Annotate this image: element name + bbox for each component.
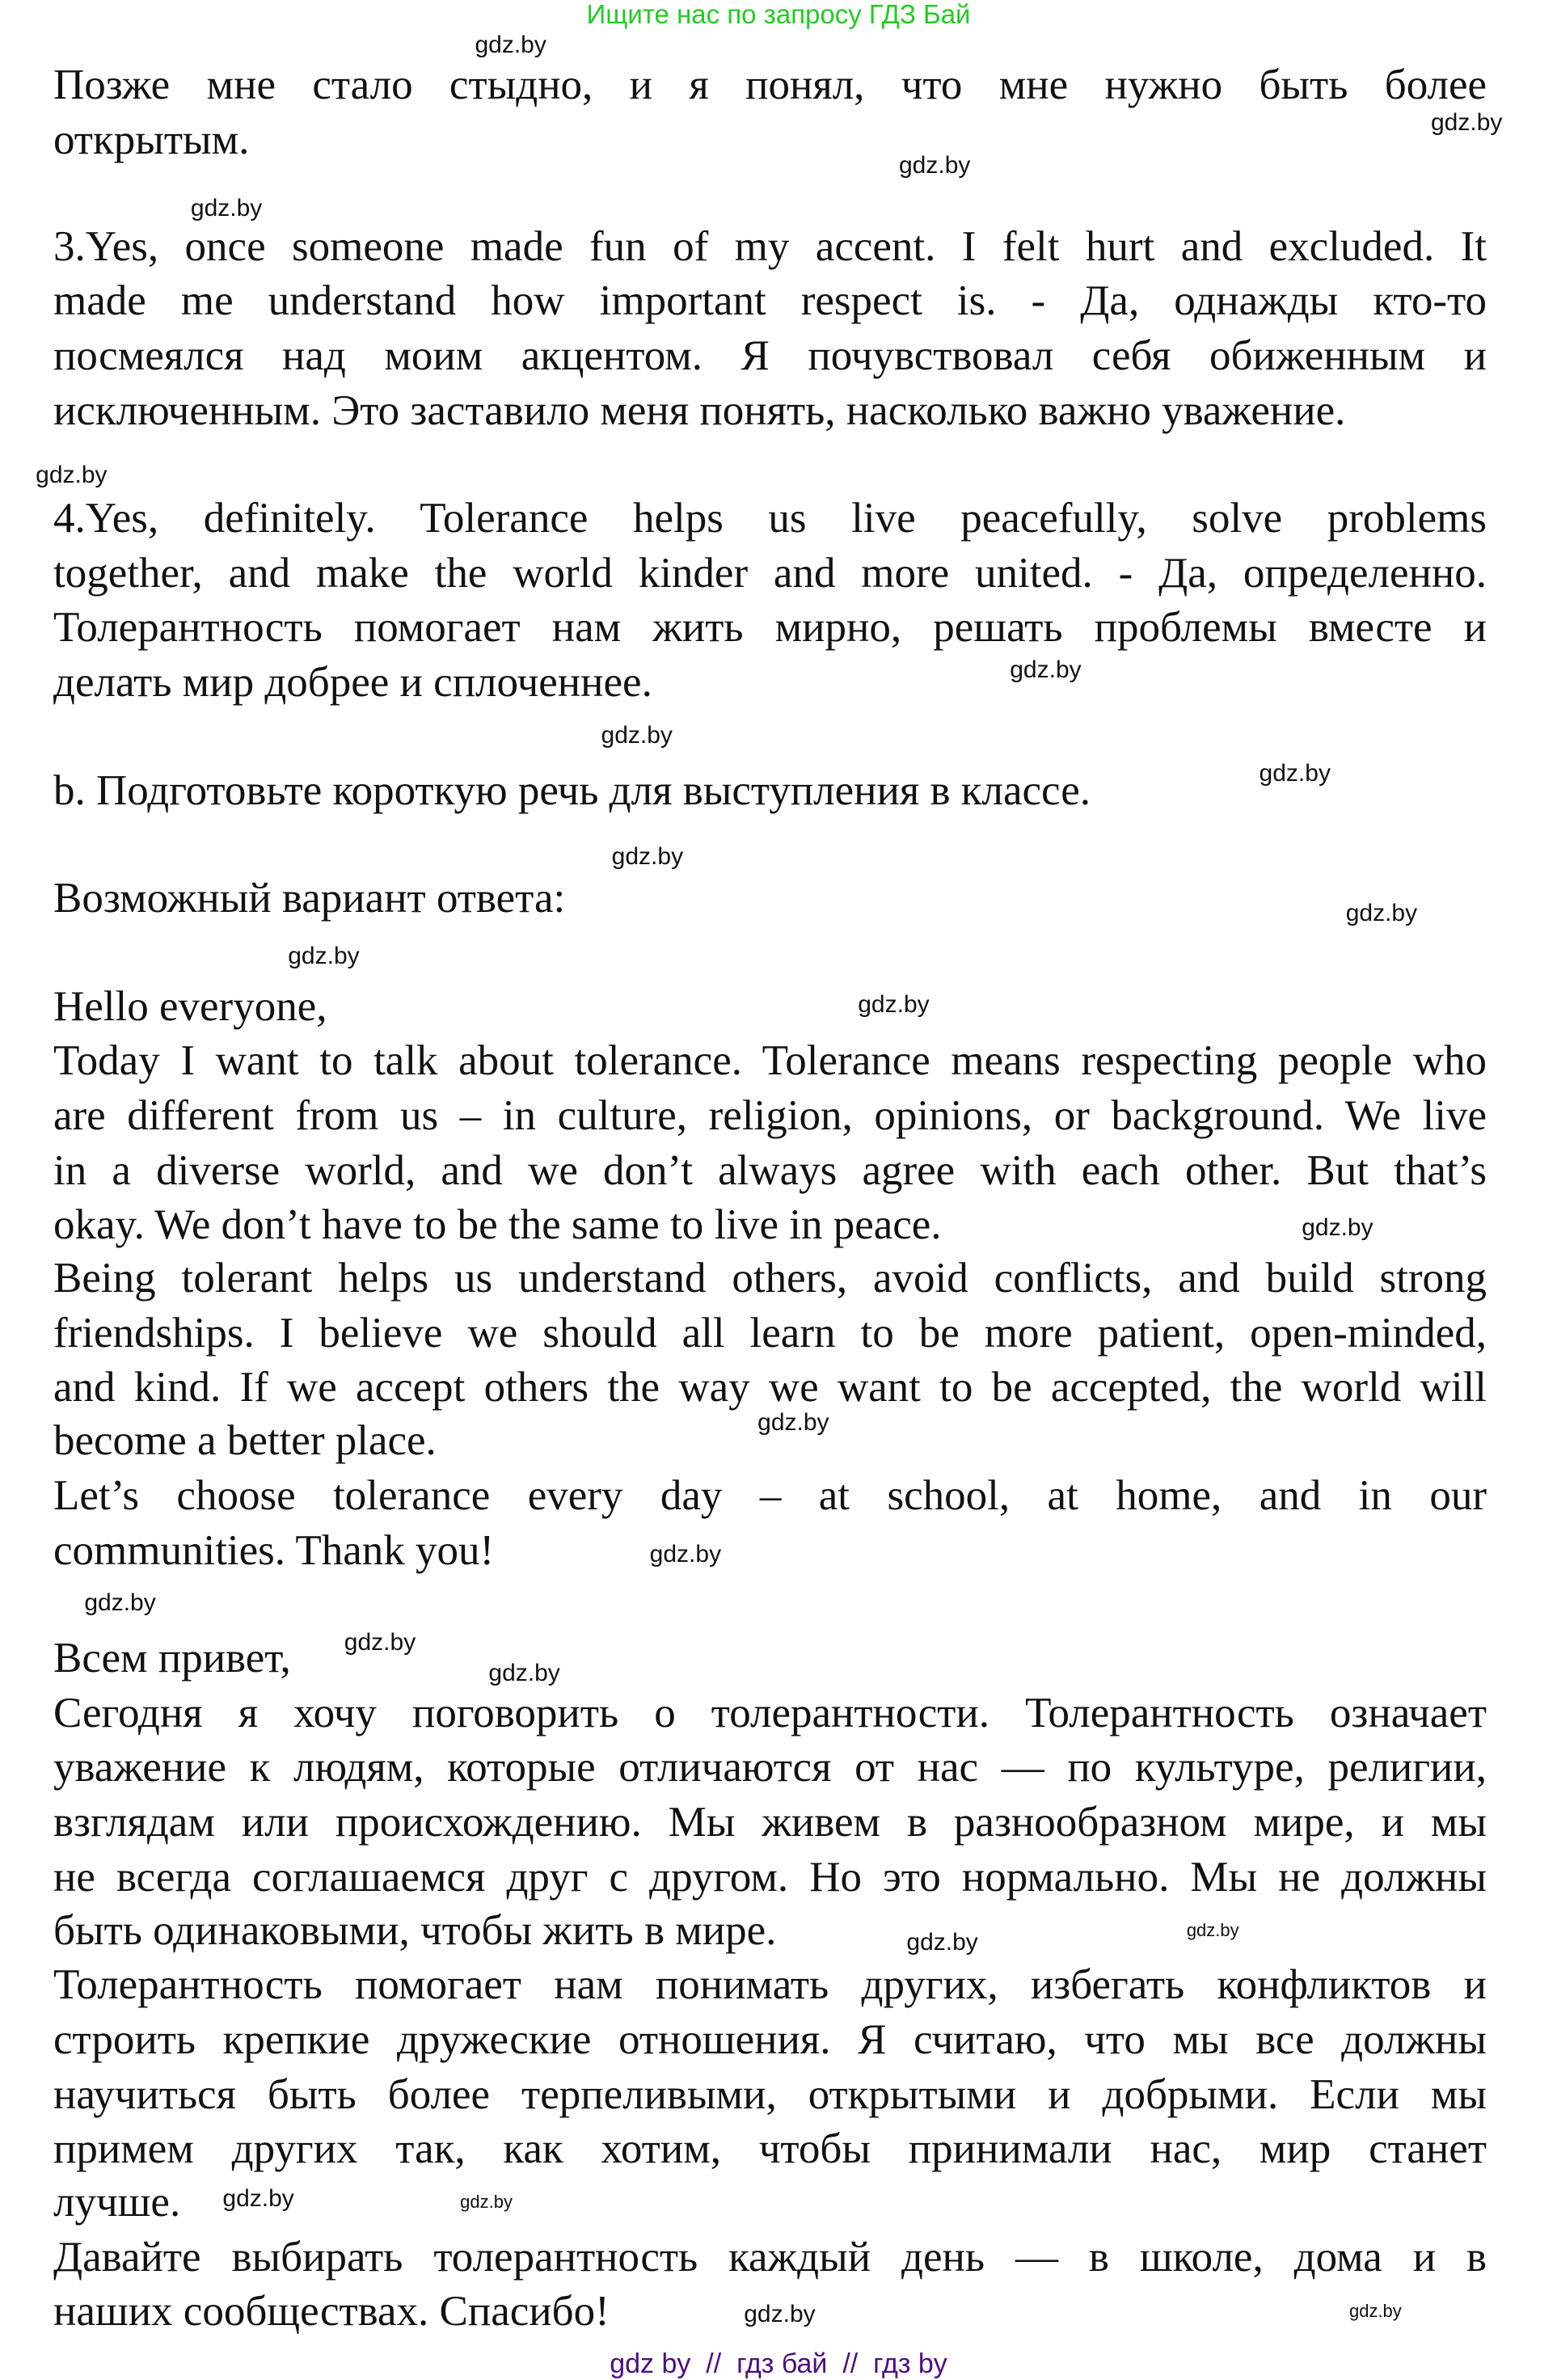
- watermark: gdz.by: [898, 151, 971, 179]
- text-line: friendships. I believe we should all learn to be more patient, open-minded,: [53, 1309, 1487, 1357]
- text-line: быть одинаковыми, чтобы жить в мире.: [53, 1906, 777, 1954]
- watermark: gdz.by: [1348, 2301, 1402, 2322]
- text-line: 3.Yes, once someone made fun of my accent. I felt hurt and excluded. It: [53, 222, 1487, 270]
- text-line: строить крепкие дружеские отношения. Я считаю, что мы все должны: [53, 2015, 1487, 2063]
- text-line: уважение к людям, которые отличаются от нас — по культуре, религии,: [53, 1744, 1487, 1791]
- text-line: открытым.: [53, 116, 250, 163]
- watermark: gdz.by: [649, 1541, 722, 1568]
- text-line: and kind. If we accept others the way we want to be accepted, the world will: [53, 1364, 1487, 1412]
- watermark: gdz.by: [36, 462, 108, 489]
- watermark: gdz.by: [475, 32, 546, 59]
- watermark: gdz.by: [460, 2192, 513, 2213]
- watermark: gdz.by: [344, 1629, 416, 1656]
- text-line: Сегодня я хочу поговорить о толерантности. Толерантность означает: [53, 1689, 1487, 1736]
- watermark: gdz.by: [1186, 1919, 1239, 1940]
- watermark: gdz.by: [190, 194, 263, 222]
- text-line: communities. Thank you!: [53, 1526, 495, 1574]
- watermark: gdz.by: [84, 1589, 156, 1617]
- text-line: Всем привет,: [53, 1635, 291, 1682]
- text-line: Давайте выбирать толерантность каждый день — в школе, дома и в: [53, 2233, 1487, 2281]
- text-line: b. Подготовьте короткую речь для выступления в классе.: [53, 766, 1091, 814]
- text-line: Let’s choose tolerance every day – at school, at home, and in our: [53, 1471, 1487, 1519]
- watermark: gdz.by: [611, 843, 684, 871]
- watermark: gdz.by: [1259, 759, 1331, 787]
- watermark: gdz.by: [1302, 1214, 1373, 1242]
- text-line: Возможный вариант ответа:: [53, 875, 566, 922]
- text-line: научиться быть более терпеливыми, открытыми и добрыми. Если мы: [53, 2070, 1487, 2118]
- watermark: gdz.by: [1010, 656, 1082, 684]
- search-banner: Ищите нас по запросу ГДЗ Бай: [586, 0, 971, 29]
- text-line: Толерантность помогает нам жить мирно, решать проблемы вместе и: [53, 604, 1487, 652]
- text-line: лучше.: [53, 2179, 181, 2226]
- watermark: gdz.by: [757, 1408, 829, 1436]
- watermark: gdz.by: [1430, 109, 1503, 137]
- watermark: gdz.by: [488, 1659, 560, 1686]
- text-line: Being tolerant helps us understand others, avoid conflicts, and build strong: [53, 1255, 1487, 1302]
- watermark: gdz.by: [601, 721, 673, 749]
- footer-banner: gdz by // гдз бай // гдз by: [610, 2348, 947, 2379]
- watermark: gdz.by: [1345, 899, 1418, 926]
- watermark: gdz.by: [288, 942, 360, 969]
- text-line: делать мир добрее и сплоченнее.: [53, 659, 652, 707]
- text-line: okay. We don’t have to be the same to live in peace.: [53, 1201, 942, 1249]
- text-line: become a better place.: [53, 1417, 437, 1465]
- text-line: посмеялся над моим акцентом. Я почувствовал себя обиженным и: [53, 331, 1487, 379]
- text-line: together, and make the world kinder and more united. - Да, определенно.: [53, 549, 1487, 597]
- text-line: 4.Yes, definitely. Tolerance helps us live peacefully, solve problems: [53, 495, 1487, 542]
- text-line: are different from us – in culture, religion, opinions, or background. We live: [53, 1091, 1487, 1139]
- text-line: made me understand how important respect is. - Да, однажды кто-то: [53, 277, 1487, 325]
- text-line: примем других так, как хотим, чтобы принимали нас, мир станет: [53, 2125, 1487, 2173]
- text-line: исключенным. Это заставило меня понять, насколько важно уважение.: [53, 386, 1346, 434]
- text-line: Позже мне стало стыдно, и я понял, что мне нужно быть более: [53, 61, 1487, 109]
- text-line: in a diverse world, and we don’t always agree with each other. But that’s: [53, 1146, 1487, 1194]
- text-line: не всегда соглашаемся друг с другом. Но это нормально. Мы не должны: [53, 1853, 1487, 1901]
- text-line: взглядам или происхождению. Мы живем в разнообразном мире, и мы: [53, 1799, 1487, 1846]
- text-line: наших сообществах. Спасибо!: [53, 2288, 610, 2336]
- text-line: Today I want to talk about tolerance. Tolerance means respecting people who: [53, 1037, 1487, 1085]
- watermark: gdz.by: [906, 1928, 978, 1956]
- watermark: gdz.by: [858, 990, 930, 1018]
- watermark: gdz.by: [222, 2185, 294, 2213]
- text-line: Толерантность помогает нам понимать других, избегать конфликтов и: [53, 1961, 1487, 2009]
- text-line: Hello everyone,: [53, 982, 327, 1030]
- watermark: gdz.by: [744, 2301, 816, 2328]
